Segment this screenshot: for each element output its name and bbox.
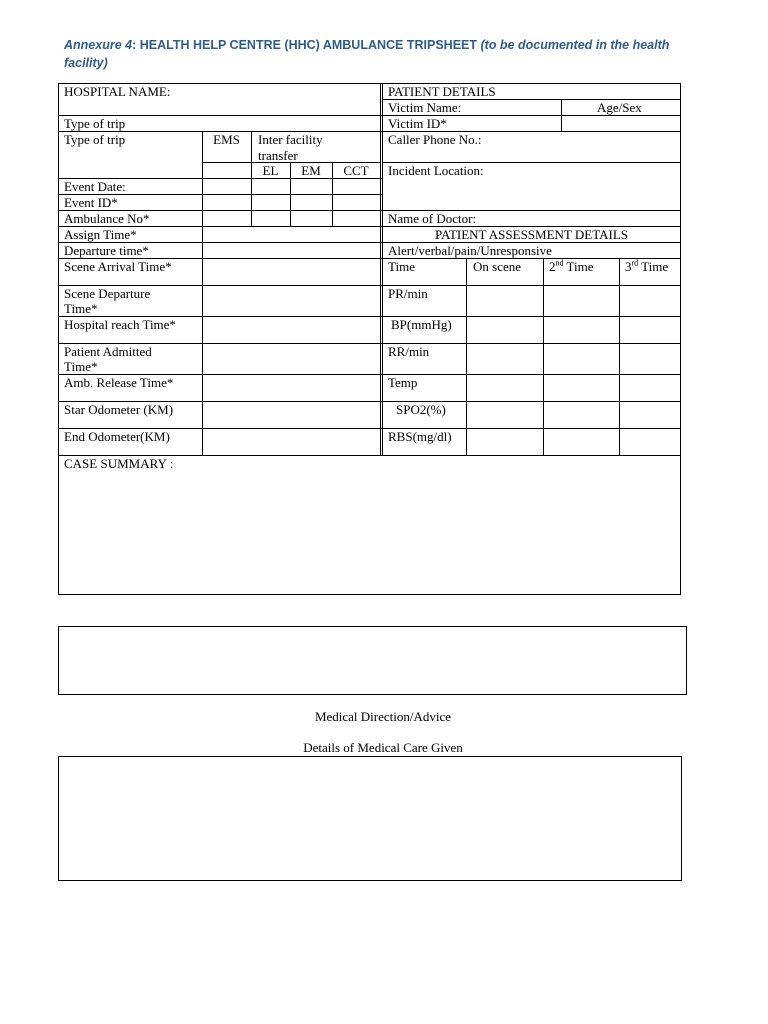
- event-id-label: Event ID*: [64, 195, 118, 210]
- rr-label: RR/min: [388, 344, 430, 359]
- heading-colon: :: [132, 38, 140, 52]
- medical-care-caption: Details of Medical Care Given: [303, 740, 463, 755]
- ems-label: EMS: [213, 132, 240, 147]
- pr-label: PR/min: [388, 286, 428, 301]
- second-time-header: 2nd Time: [549, 258, 594, 274]
- incident-location-label: Incident Location:: [388, 163, 484, 178]
- ambulance-no-label: Ambulance No*: [64, 211, 150, 226]
- inter-facility-label: Inter facility: [258, 132, 323, 147]
- heading-note: (to be documented in the health facility): [64, 38, 670, 70]
- patient-details-heading: PATIENT DETAILS: [388, 84, 496, 99]
- medical-direction-caption: Medical Direction/Advice: [314, 709, 452, 724]
- inter-facility-label-2: transfer: [258, 148, 298, 163]
- scene-departure-label-2: Time*: [64, 301, 98, 316]
- el-label: EL: [262, 163, 279, 178]
- third-time-header: 3rd Time: [625, 258, 669, 274]
- em-label: EM: [301, 163, 321, 178]
- hospital-reach-label: Hospital reach Time*: [64, 317, 176, 332]
- caller-phone-label: Caller Phone No.:: [388, 132, 482, 147]
- medical-care-box: [58, 756, 682, 881]
- type-of-trip-label: Type of trip: [64, 116, 126, 131]
- departure-time-label: Departure time*: [64, 243, 149, 258]
- cct-label: CCT: [343, 163, 369, 178]
- case-summary-label: CASE SUMMARY :: [64, 456, 174, 471]
- avpu-label: Alert/verbal/pain/Unresponsive: [388, 243, 552, 258]
- victim-name-label: Victim Name:: [388, 100, 462, 115]
- on-scene-header: On scene: [473, 259, 522, 274]
- patient-admitted-label: Patient Admitted: [64, 344, 152, 359]
- hospital-name-label: HOSPITAL NAME:: [64, 84, 171, 99]
- heading-title: HEALTH HELP CENTRE (HHC) AMBULANCE TRIPSHEET: [139, 38, 478, 52]
- patient-admitted-label-2: Time*: [64, 359, 98, 374]
- rbs-label: RBS(mg/dl): [388, 429, 452, 444]
- medical-direction-box: [58, 626, 687, 695]
- document-heading: [64, 36, 704, 72]
- bp-label: BP(mmHg): [391, 317, 452, 332]
- patient-assessment-heading: PATIENT ASSESSMENT DETAILS: [434, 227, 629, 242]
- scene-arrival-label: Scene Arrival Time*: [64, 259, 172, 274]
- spo2-label: SPO2(%): [396, 402, 446, 417]
- star-odometer-label: Star Odometer (KM): [64, 402, 174, 417]
- end-odometer-label: End Odometer(KM): [64, 429, 170, 444]
- name-of-doctor-label: Name of Doctor:: [388, 211, 477, 226]
- annexure-label: Annexure 4: [64, 38, 133, 52]
- event-date-label: Event Date:: [64, 179, 126, 194]
- type-of-trip-label-2: Type of trip: [64, 132, 126, 147]
- amb-release-label: Amb. Release Time*: [64, 375, 174, 390]
- victim-id-label: Victim ID*: [388, 116, 447, 131]
- temp-label: Temp: [388, 375, 418, 390]
- time-header: Time: [388, 259, 415, 274]
- assign-time-label: Assign Time*: [64, 227, 137, 242]
- scene-departure-label: Scene Departure: [64, 286, 151, 301]
- age-sex-label: Age/Sex: [597, 100, 642, 115]
